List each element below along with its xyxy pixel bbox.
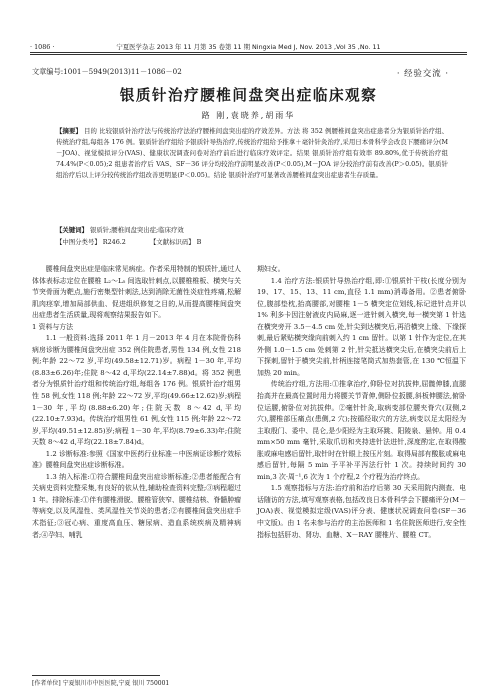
article-number: 文章编号:1001－5949(2013)11－1086－02 [32, 67, 182, 76]
right-column [257, 264, 466, 541]
classification [56, 237, 448, 246]
body-paragraph: 1.2 诊断标准:参照《国家中医药行业标准－中医病证诊断疗效标准》腰椎间盘突出症诊断标准。 [32, 449, 241, 470]
abstract-label: 【摘要】 [56, 127, 82, 135]
header-rule [30, 52, 467, 53]
body-paragraph: 腰椎间盘突出症是临床常见病症。作者采用特制的银质针,通过人体体表标志定位在腰椎 L₂～L₅ 间选取针刺点,以腰椎椎板、横突与关节突骨面为靶点,施行密集型针刺法,达到消除无菌性炎症性疼痛,松解肌肉痉挛,增加局部供血、促进组织修复之目的,从而提高腰椎间盘突出症患者生活质量,现将观察结果报告如下。 [32, 265, 241, 320]
article-title: 银质针治疗腰椎间盘突出症临床观察 [119, 87, 378, 104]
keywords-label: 【关键词】 [56, 226, 88, 234]
keywords-text: 银质针;腰椎间盘突出症;临床疗效 [87, 226, 184, 234]
section-heading: 期妇女。 [257, 265, 285, 273]
author-affiliation: [作者单位] 宁夏银川市中医医院,宁夏 银川 750001 [32, 680, 170, 687]
column-label: · 经验交流 · [396, 68, 449, 78]
journal-citation: 宁夏医学杂志 2013 年 11 月第 35 卷第 11 期 Ningxia Med J, Nov. 2013 ,Vol 35 ,No. 11 [116, 43, 381, 51]
keywords [56, 225, 448, 234]
abstract-text: 目的 比较银质针治疗法与传统治疗法治疗腰椎间盘突出症的疗效差异。方法 将 352 例腰椎间盘突出症患者分为银质针治疗组、传统治疗组,每组各 176 例。银质针治疗组给予银质针导热治疗,传统治疗组给予推拿＋毫针针灸治疗,采用日本骨科学会改良下腰痛评分(M－JOA)、视觉模拟评分(VAS)、健康状况调查问卷对治疗前后进行临床疗效评定。结果 银质针治疗组有效率 89.80%,优于传统治疗组 74.4%(P＜0.05);2 组患者治疗后 VAS、SF－36 评分均较治疗前明显改善(P＜0.05),M－JOA 评分较治疗前有改善(P＞0.05)。银质针组治疗后以上评分较传统治疗组改善更明显(P＜0.05)。结论 银质针治疗可显著改善腰椎间盘突出症患者生存质量。 [56, 127, 448, 180]
body-paragraph: 1.3 纳入标准:①符合腰椎间盘突出症诊断标准;②患者能配合有关病史资料完整采集,有良好的依从性,辅助检查资料完整;③病程超过 1 年。排除标准:①伴有腰椎滑脱、腰椎管狭窄、腰椎结核、脊髓肿瘤等病变,以及风湿性、类风湿性关节炎的患者;②有腰椎间盘突出症手术指征;③冠心病、重度高血压、糖尿病、造血系统疾病及精神病者;④孕妇、哺乳 [32, 472, 241, 539]
abstract [56, 126, 448, 181]
header-rule-2 [30, 54, 467, 55]
body-paragraph: 1.1 一般资料:选择 2011 年 1 月－2013 年 4 月在本院骨伤科病房诊断为腰椎间盘突出症 352 例住院患者,男性 134 例,女性 218 例;年龄 22～72 岁,平均(49.58±12.71)岁。病程 1－30 年,平均(8.83±6.26)年;住院 8～42 d,平均(22.14±7.88)d。将 352 例患者分为银质针治疗组和传统治疗组,每组各 176 例。银质针治疗组男性 58 例,女性 118 例;年龄 22～72 岁,平均(49.66±12.62)岁;病程 1－30 年,平均(8.88±6.20)年;住院天数 8～42 d,平均(22.10±7.93)d。传统治疗组男性 61 例,女性 115 例;年龄 22～72 岁,平均(49.51±12.85)岁;病程 1－30 年,平均(8.79±6.33)年;住院天数 8～42 d,平均(22.18±7.84)d。 [32, 334, 241, 447]
left-column [32, 264, 241, 541]
document-code: 【文献标识码】 B [149, 238, 202, 246]
running-header [30, 42, 467, 51]
page-number: · 1086 · [30, 42, 55, 51]
body-paragraph: 1.5 观察指标与方法:治疗前和治疗后第 30 天采用院内测查、电话随访的方法,填写观察表格,包括改良日本骨科学会下腰痛评分(M－JOA)表、视觉模拟定级(VAS)评分表、健康状况调查问卷(SF－36 中文版)。由 1 名未参与治疗的主治医师和 1 名住院医师进行,安全性指标包括肝功、肾功、血糖、X－RAY 腰椎片、腰椎 CT。 [257, 484, 466, 539]
body-paragraph: 传统治疗组,方法用:①推拿治疗,仰卧位对抗拔伸,屈髋伸膝,直腿抬高并在最高位置时用力将腰关节背伸,侧卧位扳腰,斜板伸腰法,俯卧位运腰,俯卧位对抗拔伸。②毫针针灸,取病变部位腰夹脊穴(双侧,2 穴),腰椎部压痛点(患侧,2 穴);按循经取穴的方法,病变以足太阳经为主取殷门、委中、昆仑,是少阳经为主取环跳、阳陵泉、悬钟。用 0.4 mm×50 mm 毫针,采取爪切和夹持进针法进针,深度酌定,在取得酸胀或麻电感后留针,取针时在针眼上按压片刻。取得局部有酸胀或麻电感后留针,每隔 5 min 予平补平泻法行针 1 次。持续时间约 30 min,3 次·周⁻¹,6 次为 1 个疗程,2 个疗程为治疗终点。 [257, 380, 466, 481]
section-heading: 1 资料与方法 [32, 322, 74, 331]
body-paragraph: 1.4 治疗方法:银质针导热治疗组,即:①银质针干枝(长度分别为 19、17、15、13、11 cm,直径 1.1 mm)消毒备用。②患者俯卧位,腹部垫枕,抬高腰部,对腰椎 1－5 横突定位划线,标记进针点并以 1% 利多卡因注射液皮内局麻,逐一进针刺入横突,每一横突第 1 针选在横突旁开 3.5－4.5 cm 处,针尖到达横突后,再沿横突上缘、下缘探刺,最后紧贴横突缘向前刺入约 1 cm 留针。以第 1 针作为定位,在其外侧 1.0－1.5 cm 处刺第 2 针,针尖抵达横突尖后,在横突尖前后上下探刺,留针于横突尖前,针柄连接笔筒式加热套管,在 130 ℃恒温下加热 20 min。 [257, 276, 466, 377]
author-list: 路 刚,袁晓养,胡雨华 [201, 111, 296, 120]
clc-number: 【中图分类号】 R246.2 [56, 238, 126, 246]
footnote-rule [32, 675, 160, 676]
